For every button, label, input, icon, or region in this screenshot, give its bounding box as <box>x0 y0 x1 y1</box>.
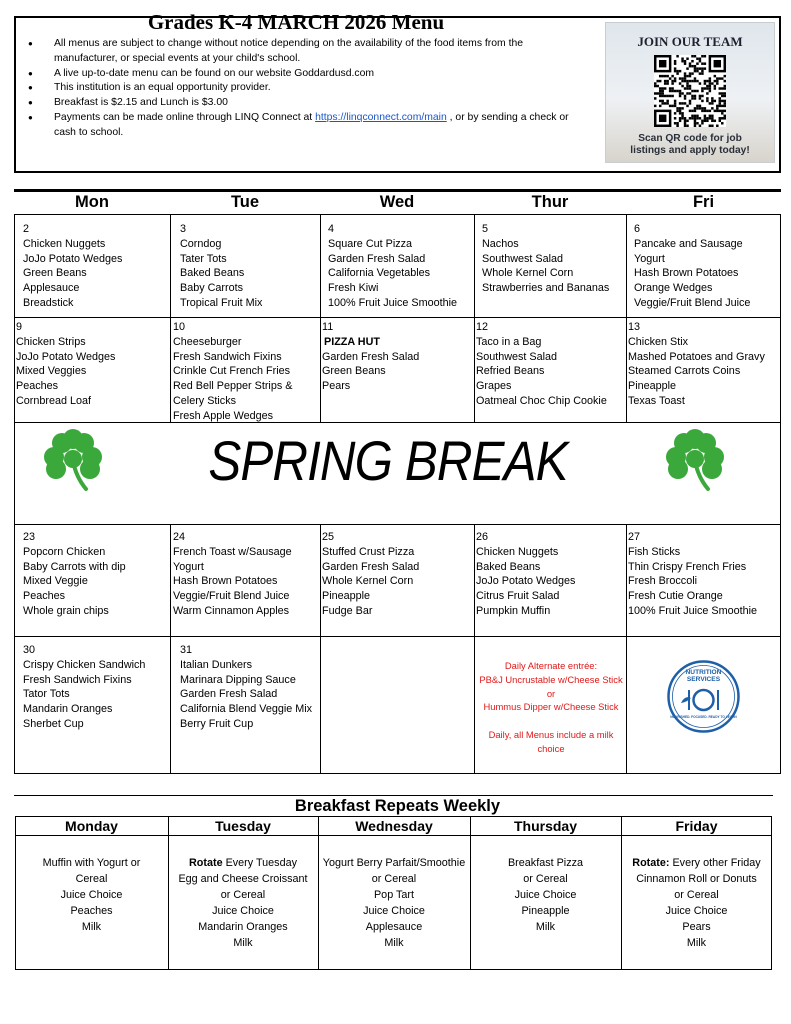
menu-item: Celery Sticks <box>173 394 236 407</box>
breakfast-day-monday: Monday <box>65 818 118 834</box>
qr-code-icon[interactable] <box>654 55 726 127</box>
menu-item: Yogurt <box>173 560 204 573</box>
menu-item: Whole Kernel Corn <box>322 575 414 588</box>
alt-line: choice <box>537 742 565 754</box>
menu-item: French Toast w/Sausage <box>173 545 292 558</box>
menu-item: Fish Sticks <box>628 545 681 558</box>
note-item: ● A live up-to-date menu can be found on our website Goddardusd.com <box>24 67 569 82</box>
menu-item: Fudge Bar <box>322 604 373 617</box>
breakfast-cell-thursday <box>470 855 621 935</box>
day-cell-mar-9 <box>16 320 115 409</box>
day-header-tue: Tue <box>230 193 260 211</box>
alt-line: PB&J Uncrustable w/Cheese Stick <box>479 673 623 685</box>
date-number: 4 <box>328 223 335 235</box>
grid-line <box>170 524 171 774</box>
job-ad-caption-line: Scan QR code for job <box>638 133 742 144</box>
menu-item: Corndog <box>180 237 222 250</box>
menu-item: Mashed Potatoes and Gravy <box>628 350 765 363</box>
rotate-label: Rotate: <box>632 857 670 869</box>
date-number: 12 <box>476 321 489 333</box>
day-cell-mar-3 <box>180 222 262 311</box>
menu-item: JoJo Potato Wedges <box>16 350 116 363</box>
menu-item: Tater Tots <box>180 252 227 265</box>
grid-line <box>14 317 781 318</box>
breakfast-item: or Cereal <box>220 889 266 901</box>
menu-item: Grapes <box>476 380 512 393</box>
breakfast-item: Milk <box>81 921 102 933</box>
menu-item: Tropical Fruit Mix <box>180 296 263 309</box>
menu-item: Applesauce <box>23 282 80 295</box>
breakfast-item: Breakfast Pizza <box>507 857 583 869</box>
day-header-thur: Thur <box>531 193 569 211</box>
payment-text-end: , or by sending a check or cash to school. <box>54 111 569 138</box>
menu-item: Tator Tots <box>23 688 70 701</box>
menu-item: Veggie/Fruit Blend Juice <box>173 590 290 603</box>
breakfast-cell-friday <box>621 855 772 951</box>
menu-item: Peaches <box>16 380 59 393</box>
menu-item: Garden Fresh Salad <box>328 252 426 265</box>
menu-item: Southwest Salad <box>482 252 564 265</box>
day-cell-mar-23 <box>23 530 126 619</box>
grid-line <box>14 524 781 525</box>
grid-line <box>14 636 781 637</box>
payment-text: Payments can be made online through LINQ Connect at <box>54 111 316 123</box>
day-cell-mar-4 <box>328 222 457 311</box>
shamrock-icon <box>40 427 106 493</box>
menu-item: Fresh Broccoli <box>628 575 697 588</box>
breakfast-item: Milk <box>384 937 404 949</box>
menu-item: Thin Crispy French Fries <box>628 560 747 573</box>
menu-item: Garden Fresh Salad <box>322 350 420 363</box>
rotate-text: Every Tuesday <box>222 857 297 869</box>
day-cell-mar-12 <box>476 320 607 409</box>
breakfast-item: Applesauce <box>365 921 423 933</box>
breakfast-item: Cinnamon Roll or Donuts <box>636 873 757 885</box>
menu-item: Pineapple <box>322 590 371 603</box>
menu-item: Steamed Carrots Coins <box>628 365 741 378</box>
menu-item: California Blend Veggie Mix <box>180 703 313 716</box>
menu-item: Orange Wedges <box>634 282 713 295</box>
menu-item: 100% Fruit Juice Smoothie <box>628 604 758 617</box>
breakfast-day-thursday: Thursday <box>513 818 577 834</box>
menu-item: Sherbet Cup <box>23 717 84 730</box>
breakfast-rotate-note <box>621 855 772 871</box>
menu-item: Green Beans <box>23 267 87 280</box>
breakfast-item: Milk <box>686 937 707 949</box>
alt-line: Daily, all Menus include a milk <box>488 728 614 740</box>
menu-item: Garden Fresh Salad <box>180 688 278 701</box>
menu-item: Hash Brown Potatoes <box>173 575 278 588</box>
menu-item: Fresh Sandwich Fixins <box>173 350 282 363</box>
menu-item: Mandarin Oranges <box>23 703 113 716</box>
menu-item: Breadstick <box>23 296 74 309</box>
grid-line <box>474 214 475 422</box>
day-header-wed: Wed <box>379 193 415 211</box>
spring-break-banner: SPRING BREAK <box>208 429 568 492</box>
note-item: ● All menus are subject to change without notice depending on the availability of the food items from the manufacturer, or special events at your child's school. <box>24 37 569 67</box>
nutrition-services-logo <box>667 660 740 733</box>
breakfast-title: Breakfast Repeats Weekly <box>294 797 501 815</box>
menu-item: Hash Brown Potatoes <box>634 267 739 280</box>
menu-item: Cheeseburger <box>173 335 242 348</box>
day-cell-mar-30 <box>23 643 145 732</box>
menu-item: Refried Beans <box>476 365 545 378</box>
note-item-payment <box>24 111 569 141</box>
date-number: 30 <box>23 644 36 656</box>
date-number: 9 <box>16 321 23 333</box>
menu-item: Oatmeal Choc Chip Cookie <box>476 394 607 407</box>
grid-line <box>474 524 475 774</box>
menu-item: Mixed Veggie <box>23 575 88 588</box>
menu-item: Baby Carrots <box>180 282 244 295</box>
menu-item: California Vegetables <box>328 267 431 280</box>
day-cell-mar-26 <box>476 530 575 619</box>
note-item: ● This institution is an equal opportunity provider. <box>24 81 569 96</box>
grid-line <box>320 524 321 774</box>
breakfast-item: Milk <box>233 937 253 949</box>
date-number: 5 <box>482 223 489 235</box>
logo-tagline: NOURISHED. FOCUSED. READY TO LEARN <box>670 715 737 719</box>
day-cell-mar-24 <box>173 530 292 619</box>
menu-item: Fresh Apple Wedges <box>173 409 274 422</box>
menu-item: JoJo Potato Wedges <box>476 575 576 588</box>
menu-item: Taco in a Bag <box>476 335 542 348</box>
date-number: 27 <box>628 531 641 543</box>
calendar-top-rule <box>14 189 781 192</box>
day-header-mon: Mon <box>75 193 109 211</box>
page-title: Grades K-4 MARCH 2026 Menu <box>147 10 445 34</box>
breakfast-item: Juice Choice <box>514 889 577 901</box>
menu-item: Texas Toast <box>628 394 685 407</box>
alternate-entree-note <box>476 659 626 756</box>
menu-item: Pumpkin Muffin <box>476 604 551 617</box>
date-number: 11 <box>322 321 334 333</box>
menu-item: Crinkle Cut French Fries <box>173 365 290 378</box>
day-cell-mar-31 <box>180 643 312 732</box>
grid-line <box>14 422 781 423</box>
date-number: 13 <box>628 321 641 333</box>
rotate-label: Rotate <box>188 857 223 869</box>
date-number: 31 <box>180 644 193 656</box>
menu-item: Italian Dunkers <box>180 658 253 671</box>
date-number: 25 <box>322 531 335 543</box>
breakfast-item: Pop Tart <box>373 889 414 901</box>
menu-item: Whole Kernel Corn <box>482 267 574 280</box>
menu-item: Citrus Fruit Salad <box>476 590 560 603</box>
alt-line: Hummus Dipper w/Cheese Stick <box>483 701 619 713</box>
breakfast-item: Muffin with Yogurt or <box>42 857 141 869</box>
menu-item: Warm Cinnamon Apples <box>173 604 290 617</box>
breakfast-item: or Cereal <box>523 873 568 885</box>
grid-line <box>320 214 321 422</box>
date-number: 3 <box>180 223 187 235</box>
date-number: 26 <box>476 531 489 543</box>
menu-item: Green Beans <box>322 365 386 378</box>
date-number: 10 <box>173 321 186 333</box>
menu-item: Pears <box>322 380 351 393</box>
note-item: ● Breakfast is $2.15 and Lunch is $3.00 <box>24 96 569 111</box>
menu-item: Whole grain chips <box>23 604 109 617</box>
menu-item: Stuffed Crust Pizza <box>322 545 415 558</box>
day-cell-mar-2 <box>23 222 122 311</box>
menu-item: Garden Fresh Salad <box>322 560 420 573</box>
menu-item: Southwest Salad <box>476 350 558 363</box>
pizza-hut-headline: PIZZA HUT <box>324 335 380 348</box>
menu-item: Chicken Nuggets <box>23 237 106 250</box>
alt-spacer <box>476 714 626 728</box>
menu-item: Baby Carrots with dip <box>23 560 126 573</box>
menu-item: Baked Beans <box>180 267 245 280</box>
breakfast-day-friday: Friday <box>675 818 718 834</box>
breakfast-cell-tuesday <box>168 855 318 951</box>
day-cell-mar-5 <box>482 222 609 296</box>
day-cell-mar-10 <box>173 320 292 424</box>
day-cell-mar-11 <box>322 320 419 394</box>
menu-item: Strawberries and Bananas <box>482 282 610 295</box>
grid-line <box>170 214 171 422</box>
date-number: 2 <box>23 223 30 235</box>
breakfast-item: or Cereal <box>674 889 719 901</box>
menu-item: 100% Fruit Juice Smoothie <box>328 296 458 309</box>
menu-item: Chicken Stix <box>628 335 689 348</box>
menu-item: Marinara Dipping Sauce <box>180 673 296 686</box>
menu-item: Nachos <box>482 237 519 250</box>
breakfast-item: Yogurt Berry Parfait/Smoothie <box>322 857 466 869</box>
job-ad-caption-line: listings and apply today! <box>630 145 750 156</box>
day-cell-mar-25 <box>322 530 419 619</box>
notes-list <box>24 37 569 141</box>
alt-line: Daily Alternate entrée: <box>504 660 598 671</box>
menu-item: Red Bell Pepper Strips & <box>173 380 293 393</box>
breakfast-item: Juice Choice <box>363 905 425 917</box>
date-number: 24 <box>173 531 186 543</box>
menu-item: Chicken Nuggets <box>476 545 559 558</box>
breakfast-item: Juice Choice <box>665 905 728 917</box>
breakfast-cell-monday <box>15 855 168 935</box>
breakfast-day-tuesday: Tuesday <box>215 818 271 834</box>
menu-item: Veggie/Fruit Blend Juice <box>634 296 751 309</box>
alt-line: or <box>546 687 556 699</box>
menu-item: Fresh Cutie Orange <box>628 590 723 603</box>
rotate-text: Every other Friday <box>669 857 761 869</box>
job-ad-title: JOIN OUR TEAM <box>637 34 743 49</box>
menu-item: Fresh Sandwich Fixins <box>23 673 132 686</box>
menu-item: Cornbread Loaf <box>16 394 92 407</box>
day-cell-mar-6 <box>634 222 750 311</box>
linq-connect-link[interactable]: https://linqconnect.com/main <box>315 111 447 123</box>
breakfast-item: Egg and Cheese Croissant <box>178 873 308 885</box>
breakfast-top-rule <box>14 795 773 796</box>
logo-text: NUTRITION <box>685 669 722 676</box>
breakfast-item: Pears <box>682 921 711 933</box>
breakfast-item: Peaches <box>70 905 113 917</box>
breakfast-day-wednesday: Wednesday <box>355 818 433 834</box>
breakfast-item: Pineapple <box>521 905 570 917</box>
breakfast-item: Milk <box>535 921 556 933</box>
menu-item: Mixed Veggies <box>16 365 87 378</box>
breakfast-cell-wednesday <box>318 855 470 951</box>
breakfast-item: Juice Choice <box>60 889 123 901</box>
menu-item: Popcorn Chicken <box>23 545 106 558</box>
join-our-team-ad <box>605 22 775 163</box>
menu-item: Peaches <box>23 590 66 603</box>
breakfast-rotate-note <box>168 855 318 871</box>
day-cell-mar-27 <box>628 530 757 619</box>
breakfast-item: Cereal <box>75 873 108 885</box>
menu-item: Crispy Chicken Sandwich <box>23 658 146 671</box>
date-number: 6 <box>634 223 641 235</box>
menu-item: Chicken Strips <box>16 335 86 348</box>
menu-item: JoJo Potato Wedges <box>23 252 123 265</box>
day-header-fri: Fri <box>692 193 715 211</box>
menu-item: Pineapple <box>628 380 677 393</box>
job-ad-caption <box>606 133 774 157</box>
day-cell-mar-13 <box>628 320 765 409</box>
breakfast-item: Mandarin Oranges <box>198 921 288 933</box>
grid-line <box>626 214 627 422</box>
menu-item: Yogurt <box>634 252 665 265</box>
shamrock-icon <box>662 427 728 493</box>
menu-item: Baked Beans <box>476 560 541 573</box>
logo-text: SERVICES <box>686 676 721 683</box>
breakfast-item: or Cereal <box>371 873 417 885</box>
breakfast-item: Juice Choice <box>212 905 274 917</box>
date-number: 23 <box>23 531 36 543</box>
grid-line <box>626 524 627 774</box>
menu-item: Berry Fruit Cup <box>180 717 254 730</box>
menu-item: Square Cut Pizza <box>328 237 413 250</box>
menu-item: Fresh Kiwi <box>328 282 379 295</box>
menu-item: Pancake and Sausage <box>634 237 743 250</box>
